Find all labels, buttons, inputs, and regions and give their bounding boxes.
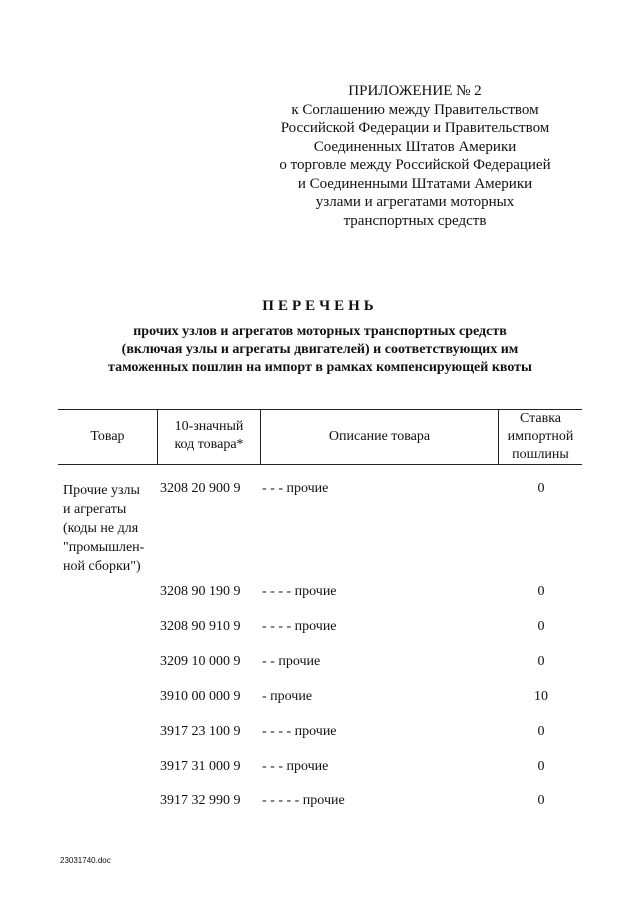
header-rate-line: пошлины <box>512 447 569 462</box>
table-row <box>0 584 640 604</box>
appendix-line: Российской Федерации и Правительством <box>280 120 550 136</box>
duty-rate: 0 <box>537 654 545 669</box>
category-line: Прочие узлы <box>63 483 140 498</box>
document-subtitle <box>60 323 580 377</box>
subtitle-line: прочих узлов и агрегатов моторных транспортных средств <box>133 324 507 339</box>
appendix-line: и Соединенными Штатами Америки <box>297 175 533 192</box>
table-row <box>0 481 640 501</box>
header-product-label: Товар <box>90 429 125 444</box>
header-code <box>158 418 260 454</box>
header-code-line: 10-значный <box>174 419 244 434</box>
product-description: - - - - прочие <box>262 724 337 739</box>
duty-rate: 0 <box>537 619 545 634</box>
product-code: 3917 32 990 9 <box>160 793 241 808</box>
appendix-line: к Соглашению между Правительством <box>291 101 539 118</box>
product-description: - - - прочие <box>262 481 329 496</box>
product-description: - - - прочие <box>262 759 329 774</box>
table-row <box>0 793 640 813</box>
duty-rate: 0 <box>537 793 545 808</box>
document-title: ПЕРЕЧЕНЬ <box>262 298 378 314</box>
duty-rate: 10 <box>534 689 548 704</box>
product-description: - - - - - прочие <box>262 793 345 808</box>
subtitle-line: таможенных пошлин на импорт в рамках компенсирующей квоты <box>108 360 532 375</box>
appendix-header <box>250 82 580 230</box>
product-code: 3910 00 000 9 <box>160 689 241 704</box>
duty-rate: 0 <box>537 724 545 739</box>
appendix-line: транспортных средств <box>343 212 487 229</box>
product-code: 3208 90 190 9 <box>160 584 241 599</box>
category-line: "промышлен- <box>63 540 145 555</box>
duty-rate: 0 <box>537 481 545 496</box>
category-line: и агрегаты <box>63 502 127 517</box>
appendix-line: Соединенных Штатов Америки <box>313 138 517 155</box>
appendix-line: ПРИЛОЖЕНИЕ № 2 <box>348 83 482 99</box>
category-line: (коды не для <box>63 521 139 536</box>
product-code: 3208 90 910 9 <box>160 619 241 634</box>
table-row <box>0 759 640 779</box>
header-product <box>58 428 157 446</box>
duty-rate: 0 <box>537 759 545 774</box>
subtitle-line: (включая узлы и агрегаты двигателей) и соответствующих им <box>121 342 519 357</box>
header-description <box>261 428 498 446</box>
product-description: - прочие <box>262 689 313 704</box>
product-description: - - - - прочие <box>262 584 337 599</box>
product-description: - - прочие <box>262 654 321 669</box>
product-code: 3209 10 000 9 <box>160 654 241 669</box>
table-row <box>0 619 640 639</box>
header-rate-line: импортной <box>507 429 574 444</box>
table-row <box>0 724 640 744</box>
appendix-line: о торговле между Российской Федерацией <box>279 157 551 173</box>
table-row <box>0 654 640 674</box>
table-header-rule <box>58 464 582 465</box>
table-row <box>0 689 640 709</box>
appendix-line: узлами и агрегатами моторных <box>315 194 515 210</box>
product-code: 3208 20 900 9 <box>160 481 241 496</box>
header-description-label: Описание товара <box>328 429 431 444</box>
header-rate <box>499 410 582 464</box>
product-code: 3917 23 100 9 <box>160 724 241 739</box>
category-line: ной сборки") <box>63 559 141 574</box>
header-rate-line: Ставка <box>519 411 562 426</box>
product-code: 3917 31 000 9 <box>160 759 241 774</box>
header-code-line: код товара* <box>174 437 244 452</box>
file-name-footer: 23031740.doc <box>60 856 111 865</box>
duty-rate: 0 <box>537 584 545 599</box>
product-description: - - - - прочие <box>262 619 337 634</box>
